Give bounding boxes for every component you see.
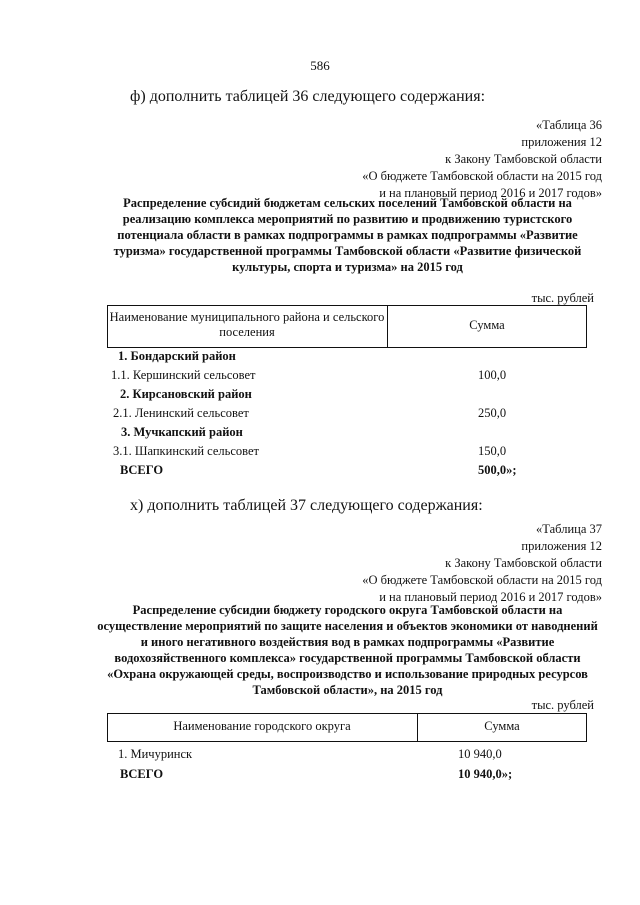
- table-row-district: 3. Мучкапский район: [121, 425, 243, 439]
- section-f-unit: тыс. рублей: [531, 291, 594, 305]
- reference-line: «О бюджете Тамбовской области на 2015 год: [362, 573, 602, 587]
- column-header-name: Наименование муниципального района и сельского поселения: [109, 310, 385, 339]
- section-h-title: Распределение субсидии бюджету городского округа Тамбовской области на осуществление мероприятий по защите населения и объектов экономики от наводнений и иного негативного воздействия вод в рамках подпрограммы «Развитие водохозяйственного комплекса» государственной программы Тамбовской области «Охрана окружающей среды, воспроизводство и использование природных ресурсов Тамбовской области», на 2015 год: [97, 603, 598, 697]
- total-label: ВСЕГО: [120, 463, 164, 477]
- table-row-sum: 100,0: [478, 368, 507, 382]
- total-label: ВСЕГО: [120, 767, 164, 781]
- reference-line: к Закону Тамбовской области: [445, 152, 602, 166]
- reference-line: «О бюджете Тамбовской области на 2015 год: [362, 169, 602, 183]
- section-h-intro: х) дополнить таблицей 37 следующего содержания:: [130, 497, 483, 514]
- reference-line: приложения 12: [521, 539, 602, 553]
- section-h-reference: [362, 521, 602, 606]
- section-f-reference: [362, 117, 602, 202]
- table-row-name: 3.1. Шапкинский сельсовет: [113, 444, 259, 458]
- column-header-sum: Сумма: [484, 719, 520, 733]
- reference-line: и на плановый период 2016 и 2017 годов»: [379, 186, 602, 200]
- column-header-name: Наименование городского округа: [173, 719, 351, 733]
- section-f-table-header: [107, 305, 587, 348]
- table-row-sum: 250,0: [478, 406, 507, 420]
- reference-line: «Таблица 36: [536, 118, 602, 132]
- page-number: 586: [310, 58, 330, 73]
- column-header-sum: Сумма: [469, 318, 505, 332]
- table-row-name: 1. Мичуринск: [118, 747, 193, 761]
- total-value: 500,0»;: [478, 463, 517, 477]
- total-value: 10 940,0»;: [458, 767, 513, 781]
- reference-line: к Закону Тамбовской области: [445, 556, 602, 570]
- table-row-name: 2.1. Ленинский сельсовет: [113, 406, 249, 420]
- section-h-table-header: [107, 713, 587, 742]
- table-row-sum: 10 940,0: [458, 747, 502, 761]
- reference-line: «Таблица 37: [536, 522, 602, 536]
- table-row-sum: 150,0: [478, 444, 507, 458]
- table-row-district: 2. Кирсановский район: [120, 387, 252, 401]
- reference-line: и на плановый период 2016 и 2017 годов»: [379, 590, 602, 604]
- section-f-intro: ф) дополнить таблицей 36 следующего содержания:: [130, 88, 486, 105]
- table-row-name: 1.1. Кершинский сельсовет: [111, 368, 256, 382]
- section-h-unit: тыс. рублей: [531, 698, 594, 712]
- reference-line: приложения 12: [521, 135, 602, 149]
- table-row-district: 1. Бондарский район: [118, 349, 236, 363]
- section-f-title: Распределение субсидий бюджетам сельских поселений Тамбовской области на реализацию комплекса мероприятий по развитию и продвижению туристского потенциала области в рамках подпрограммы в рамках подпрограммы «Развитие туризма» государственной программы Тамбовской области «Развитие физической культуры, спорта и туризма» на 2015 год: [113, 196, 582, 274]
